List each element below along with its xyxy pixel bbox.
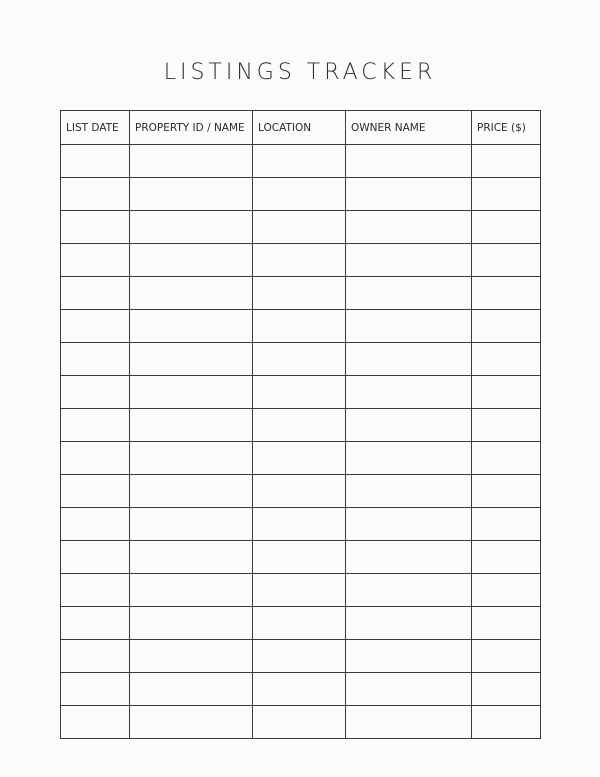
list-date-cell[interactable] [61, 178, 130, 211]
location-cell[interactable] [253, 277, 346, 310]
list-date-cell[interactable] [61, 706, 130, 739]
table-row [61, 442, 541, 475]
owner-name-cell[interactable] [346, 277, 472, 310]
owner-name-cell[interactable] [346, 607, 472, 640]
page-title: LISTINGS TRACKER [163, 60, 437, 85]
list-date-cell[interactable] [61, 640, 130, 673]
column-header-owner-name: OWNER NAME [346, 111, 472, 145]
listings-table [60, 110, 541, 739]
table-row [61, 508, 541, 541]
price-cell[interactable] [472, 244, 541, 277]
table-row [61, 640, 541, 673]
property-id-name-cell[interactable] [130, 409, 253, 442]
location-cell[interactable] [253, 244, 346, 277]
price-cell[interactable] [472, 607, 541, 640]
price-cell[interactable] [472, 508, 541, 541]
list-date-cell[interactable] [61, 541, 130, 574]
property-id-name-cell[interactable] [130, 640, 253, 673]
price-cell[interactable] [472, 343, 541, 376]
location-cell[interactable] [253, 475, 346, 508]
owner-name-cell[interactable] [346, 706, 472, 739]
property-id-name-cell[interactable] [130, 343, 253, 376]
owner-name-cell[interactable] [346, 541, 472, 574]
location-cell[interactable] [253, 343, 346, 376]
owner-name-cell[interactable] [346, 376, 472, 409]
table-row [61, 211, 541, 244]
price-cell[interactable] [472, 310, 541, 343]
property-id-name-cell[interactable] [130, 508, 253, 541]
list-date-cell[interactable] [61, 475, 130, 508]
owner-name-cell[interactable] [346, 673, 472, 706]
location-cell[interactable] [253, 508, 346, 541]
property-id-name-cell[interactable] [130, 376, 253, 409]
list-date-cell[interactable] [61, 442, 130, 475]
column-header-property-id-name: PROPERTY ID / NAME [130, 111, 253, 145]
location-cell[interactable] [253, 376, 346, 409]
location-cell[interactable] [253, 310, 346, 343]
list-date-cell[interactable] [61, 277, 130, 310]
table-row [61, 343, 541, 376]
property-id-name-cell[interactable] [130, 244, 253, 277]
property-id-name-cell[interactable] [130, 145, 253, 178]
column-header-list-date: LIST DATE [61, 111, 130, 145]
column-header-price: PRICE ($) [472, 111, 541, 145]
table-row [61, 145, 541, 178]
property-id-name-cell[interactable] [130, 706, 253, 739]
table-row [61, 244, 541, 277]
location-cell[interactable] [253, 607, 346, 640]
location-cell[interactable] [253, 574, 346, 607]
owner-name-cell[interactable] [346, 508, 472, 541]
list-date-cell[interactable] [61, 145, 130, 178]
property-id-name-cell[interactable] [130, 211, 253, 244]
table-row [61, 541, 541, 574]
owner-name-cell[interactable] [346, 244, 472, 277]
list-date-cell[interactable] [61, 211, 130, 244]
location-cell[interactable] [253, 442, 346, 475]
owner-name-cell[interactable] [346, 442, 472, 475]
price-cell[interactable] [472, 442, 541, 475]
price-cell[interactable] [472, 178, 541, 211]
table-row [61, 475, 541, 508]
owner-name-cell[interactable] [346, 310, 472, 343]
list-date-cell[interactable] [61, 343, 130, 376]
list-date-cell[interactable] [61, 244, 130, 277]
owner-name-cell[interactable] [346, 574, 472, 607]
list-date-cell[interactable] [61, 607, 130, 640]
owner-name-cell[interactable] [346, 211, 472, 244]
property-id-name-cell[interactable] [130, 607, 253, 640]
location-cell[interactable] [253, 211, 346, 244]
property-id-name-cell[interactable] [130, 673, 253, 706]
location-cell[interactable] [253, 145, 346, 178]
price-cell[interactable] [472, 145, 541, 178]
list-date-cell[interactable] [61, 310, 130, 343]
price-cell[interactable] [472, 211, 541, 244]
property-id-name-cell[interactable] [130, 277, 253, 310]
property-id-name-cell[interactable] [130, 178, 253, 211]
list-date-cell[interactable] [61, 673, 130, 706]
table-row [61, 178, 541, 211]
property-id-name-cell[interactable] [130, 310, 253, 343]
location-cell[interactable] [253, 409, 346, 442]
table-row [61, 574, 541, 607]
header-row [61, 111, 541, 145]
table-row [61, 673, 541, 706]
price-cell[interactable] [472, 541, 541, 574]
table-row [61, 607, 541, 640]
column-header-location: LOCATION [253, 111, 346, 145]
price-cell[interactable] [472, 673, 541, 706]
location-cell[interactable] [253, 541, 346, 574]
table-header [61, 111, 541, 145]
list-date-cell[interactable] [61, 376, 130, 409]
table-row [61, 409, 541, 442]
property-id-name-cell[interactable] [130, 574, 253, 607]
owner-name-cell[interactable] [346, 145, 472, 178]
location-cell[interactable] [253, 673, 346, 706]
price-cell[interactable] [472, 475, 541, 508]
price-cell[interactable] [472, 409, 541, 442]
price-cell[interactable] [472, 574, 541, 607]
owner-name-cell[interactable] [346, 178, 472, 211]
list-date-cell[interactable] [61, 508, 130, 541]
property-id-name-cell[interactable] [130, 541, 253, 574]
table-row [61, 310, 541, 343]
price-cell[interactable] [472, 640, 541, 673]
property-id-name-cell[interactable] [130, 442, 253, 475]
table-body [61, 145, 541, 739]
owner-name-cell[interactable] [346, 475, 472, 508]
price-cell[interactable] [472, 376, 541, 409]
location-cell[interactable] [253, 706, 346, 739]
property-id-name-cell[interactable] [130, 475, 253, 508]
owner-name-cell[interactable] [346, 409, 472, 442]
price-cell[interactable] [472, 277, 541, 310]
location-cell[interactable] [253, 640, 346, 673]
table-row [61, 376, 541, 409]
owner-name-cell[interactable] [346, 343, 472, 376]
price-cell[interactable] [472, 706, 541, 739]
list-date-cell[interactable] [61, 409, 130, 442]
owner-name-cell[interactable] [346, 640, 472, 673]
table-row [61, 706, 541, 739]
location-cell[interactable] [253, 178, 346, 211]
table-row [61, 277, 541, 310]
list-date-cell[interactable] [61, 574, 130, 607]
